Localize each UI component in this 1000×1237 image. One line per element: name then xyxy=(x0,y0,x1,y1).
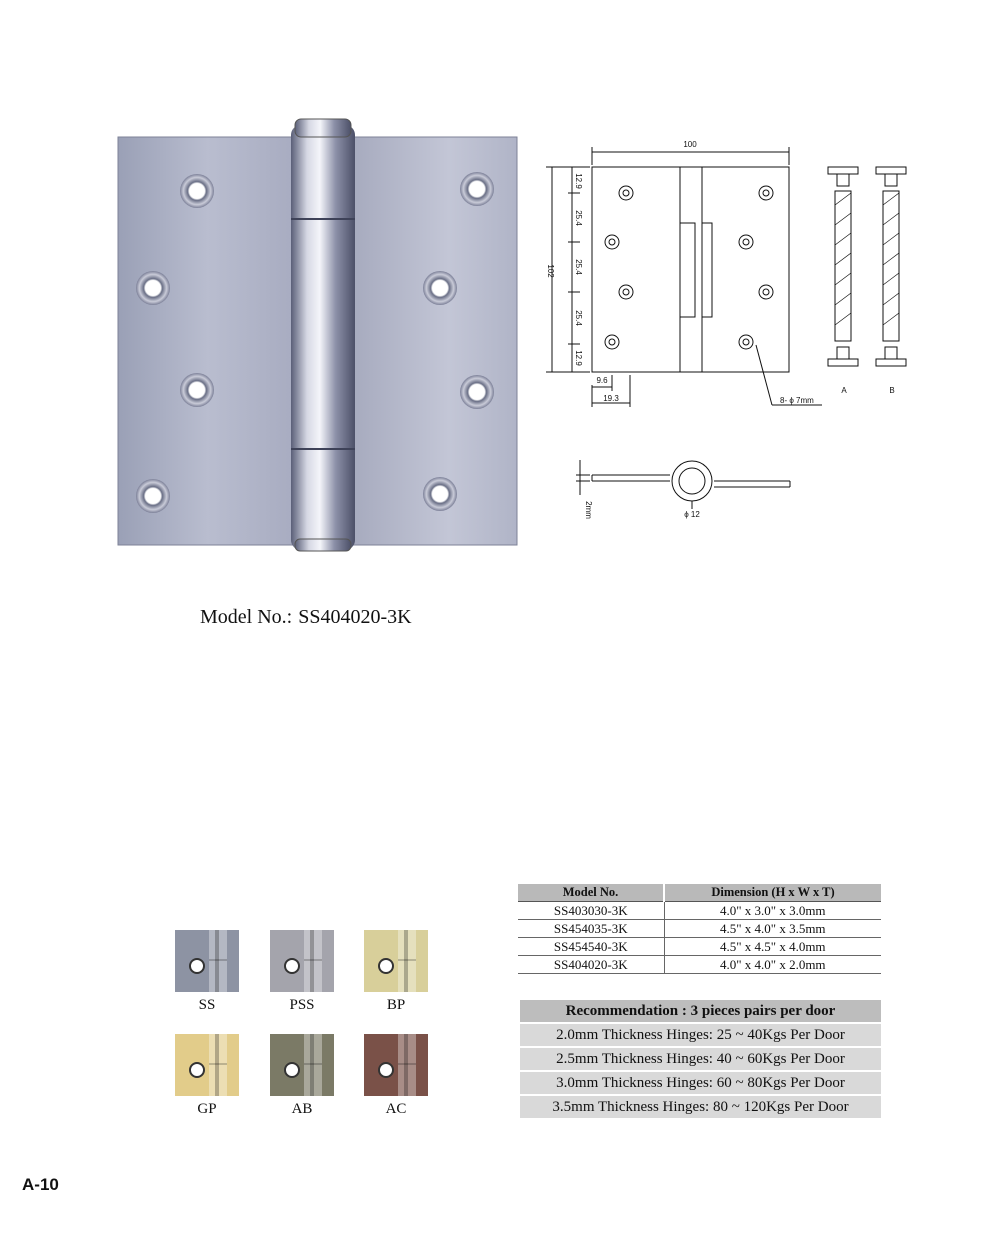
finish-label: AC xyxy=(385,1101,407,1117)
table-header-row xyxy=(518,884,881,902)
spacing-4: 25.4 xyxy=(574,310,583,326)
finish-label: SS xyxy=(198,997,216,1013)
hinge-photo xyxy=(115,115,520,555)
finish-swatch-ss xyxy=(175,930,239,1013)
recommendation-box xyxy=(520,1000,881,1120)
finish-swatch-bp xyxy=(364,930,428,1013)
cell-dimension: 4.0" x 4.0" x 2.0mm xyxy=(664,956,881,974)
finish-swatch-ab xyxy=(270,1034,334,1117)
hole-callout: 8- ϕ 7mm xyxy=(780,396,814,405)
height-dimension: 102 xyxy=(546,264,555,278)
finish-label: PSS xyxy=(289,997,315,1013)
cell-model: SS454540-3K xyxy=(518,938,664,956)
thickness-dimension: 2mm xyxy=(584,501,593,519)
section-b-label: B xyxy=(889,386,895,395)
finish-swatch-gp xyxy=(175,1034,239,1117)
spacing-1: 12.9 xyxy=(574,173,583,189)
finish-swatch-ac xyxy=(364,1034,428,1117)
finish-swatch-pss xyxy=(270,930,334,1013)
table-row xyxy=(518,938,881,956)
finish-swatches xyxy=(170,930,440,1130)
spacing-5: 12.9 xyxy=(574,350,583,366)
width-dimension: 100 xyxy=(683,140,697,149)
knuckle-diameter: ϕ 12 xyxy=(684,510,700,519)
section-a-label: A xyxy=(841,386,847,395)
cell-model: SS403030-3K xyxy=(518,902,664,920)
finish-label: AB xyxy=(291,1101,313,1117)
page-number: A-10 xyxy=(22,1175,59,1194)
table-row xyxy=(518,902,881,920)
cell-model: SS404020-3K xyxy=(518,956,664,974)
recommendation-row: 3.5mm Thickness Hinges: 80 ~ 120Kgs Per Door xyxy=(520,1096,881,1118)
spacing-3: 25.4 xyxy=(574,259,583,275)
edge-offset-1: 9.6 xyxy=(596,376,608,385)
model-number: SS404020-3K xyxy=(298,606,412,628)
finish-label: GP xyxy=(197,1101,217,1117)
model-label: Model No.: xyxy=(200,606,293,628)
model-caption xyxy=(200,606,412,629)
column-header-dimension: Dimension (H x W x T) xyxy=(664,884,881,902)
cell-dimension: 4.5" x 4.0" x 3.5mm xyxy=(664,920,881,938)
recommendation-row: 3.0mm Thickness Hinges: 60 ~ 80Kgs Per Door xyxy=(520,1072,881,1094)
table-row xyxy=(518,920,881,938)
technical-drawing xyxy=(540,135,940,535)
cell-dimension: 4.5" x 4.5" x 4.0mm xyxy=(664,938,881,956)
recommendation-row: 2.0mm Thickness Hinges: 25 ~ 40Kgs Per Door xyxy=(520,1024,881,1046)
spacing-2: 25.4 xyxy=(574,210,583,226)
cell-dimension: 4.0" x 3.0" x 3.0mm xyxy=(664,902,881,920)
table-row xyxy=(518,956,881,974)
recommendation-title: Recommendation : 3 pieces pairs per door xyxy=(520,1000,881,1022)
recommendation-row: 2.5mm Thickness Hinges: 40 ~ 60Kgs Per Door xyxy=(520,1048,881,1070)
edge-offset-2: 19.3 xyxy=(603,394,619,403)
dimension-table xyxy=(518,884,881,974)
finish-label: BP xyxy=(386,997,406,1013)
column-header-model: Model No. xyxy=(518,884,664,902)
cell-model: SS454035-3K xyxy=(518,920,664,938)
